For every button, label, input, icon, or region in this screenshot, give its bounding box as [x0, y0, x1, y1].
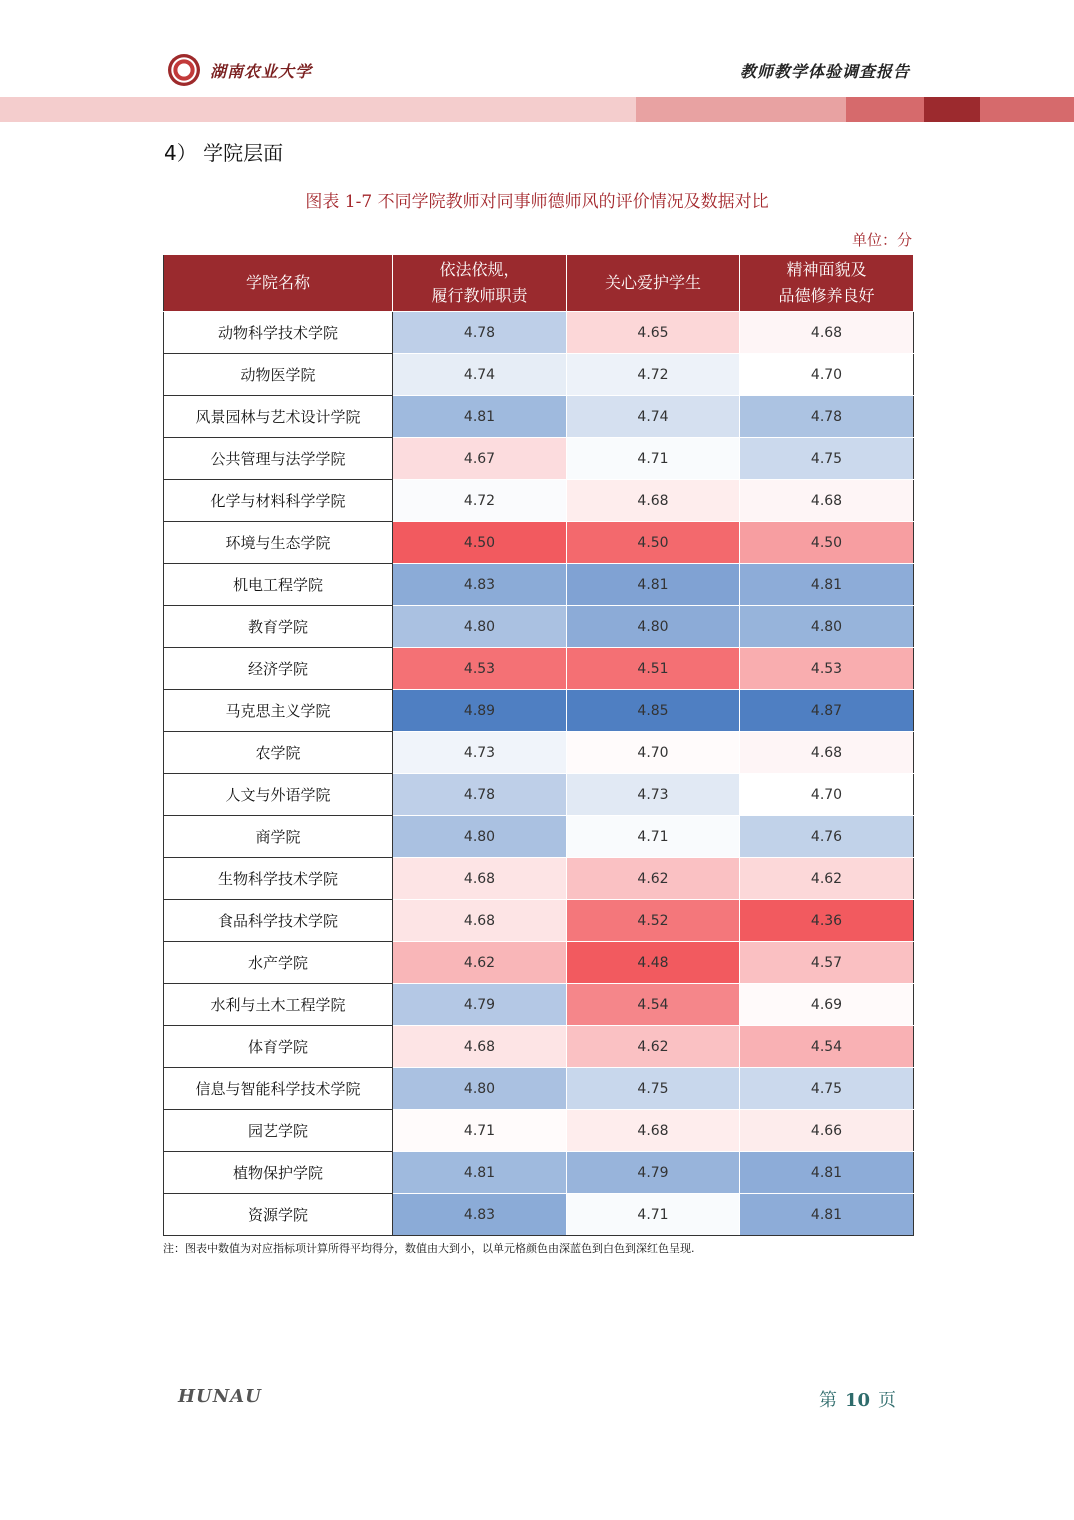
score-cell: 4.78 [393, 312, 567, 354]
college-name-cell: 化学与材料科学学院 [164, 480, 393, 522]
header-col-morality-line2: 品德修养良好 [778, 286, 875, 305]
score-cell: 4.50 [567, 522, 740, 564]
college-name-cell: 水产学院 [164, 942, 393, 984]
score-cell: 4.81 [567, 564, 740, 606]
score-cell: 4.78 [740, 396, 914, 438]
college-name-cell: 经济学院 [164, 648, 393, 690]
college-name-cell: 教育学院 [164, 606, 393, 648]
score-cell: 4.75 [740, 1068, 914, 1110]
score-cell: 4.80 [740, 606, 914, 648]
table-row [164, 690, 914, 732]
score-cell: 4.52 [567, 900, 740, 942]
score-cell: 4.71 [567, 1194, 740, 1236]
score-cell: 4.70 [740, 354, 914, 396]
table-row [164, 522, 914, 564]
college-name-cell: 风景园林与艺术设计学院 [164, 396, 393, 438]
score-cell: 4.72 [567, 354, 740, 396]
score-cell: 4.68 [393, 900, 567, 942]
college-name-cell: 公共管理与法学学院 [164, 438, 393, 480]
header-col-morality-line1: 精神面貌及 [786, 260, 867, 279]
score-cell: 4.79 [567, 1152, 740, 1194]
score-cell: 4.62 [393, 942, 567, 984]
table-header-row [164, 255, 914, 312]
table-row [164, 1026, 914, 1068]
header-college-name [164, 255, 393, 312]
header-col-care-text: 关心爱护学生 [604, 273, 701, 292]
score-cell: 4.80 [393, 1068, 567, 1110]
table-row [164, 648, 914, 690]
table-row [164, 606, 914, 648]
table-row [164, 1068, 914, 1110]
table-row [164, 312, 914, 354]
table-title: 图表 1-7 不同学院教师对同事师德师风的评价情况及数据对比 [305, 192, 769, 212]
score-cell: 4.66 [740, 1110, 914, 1152]
score-cell: 4.54 [740, 1026, 914, 1068]
table-row [164, 1152, 914, 1194]
table-row [164, 438, 914, 480]
college-name-cell: 马克思主义学院 [164, 690, 393, 732]
college-name-cell: 园艺学院 [164, 1110, 393, 1152]
score-cell: 4.65 [567, 312, 740, 354]
score-cell: 4.70 [740, 774, 914, 816]
table-row [164, 858, 914, 900]
header-col-duty [393, 255, 567, 312]
table-row [164, 564, 914, 606]
footer-logo: HUNAU [178, 1386, 262, 1407]
header-band-dark [924, 97, 980, 122]
score-cell: 4.68 [740, 312, 914, 354]
score-cell: 4.75 [567, 1068, 740, 1110]
table-row [164, 942, 914, 984]
table-row [164, 900, 914, 942]
college-name-cell: 人文与外语学院 [164, 774, 393, 816]
score-cell: 4.62 [740, 858, 914, 900]
score-cell: 4.85 [567, 690, 740, 732]
score-cell: 4.50 [393, 522, 567, 564]
college-name-cell: 生物科学技术学院 [164, 858, 393, 900]
header-college-name-text: 学院名称 [245, 273, 310, 292]
score-cell: 4.87 [740, 690, 914, 732]
page-number [819, 1386, 896, 1412]
score-cell: 4.73 [393, 732, 567, 774]
score-cell: 4.54 [567, 984, 740, 1026]
header-band-mid [636, 97, 846, 122]
score-cell: 4.83 [393, 564, 567, 606]
score-cell: 4.68 [567, 480, 740, 522]
header-col-morality [740, 255, 914, 312]
unit-label: 单位：分 [851, 231, 912, 249]
page-prefix: 第 [818, 1390, 837, 1411]
college-name-cell: 体育学院 [164, 1026, 393, 1068]
score-cell: 4.53 [393, 648, 567, 690]
score-cell: 4.71 [567, 816, 740, 858]
table-row [164, 774, 914, 816]
score-cell: 4.71 [393, 1110, 567, 1152]
table-row [164, 396, 914, 438]
table-row [164, 480, 914, 522]
score-cell: 4.68 [567, 1110, 740, 1152]
score-cell: 4.74 [393, 354, 567, 396]
score-cell: 4.71 [567, 438, 740, 480]
college-name-cell: 食品科学技术学院 [164, 900, 393, 942]
score-cell: 4.83 [393, 1194, 567, 1236]
score-cell: 4.72 [393, 480, 567, 522]
score-cell: 4.62 [567, 858, 740, 900]
college-name-cell: 农学院 [164, 732, 393, 774]
header-band-light [0, 97, 636, 122]
section-title: 4） 学院层面 [164, 141, 284, 165]
score-cell: 4.76 [740, 816, 914, 858]
college-name-cell: 动物科学技术学院 [164, 312, 393, 354]
table-row [164, 1110, 914, 1152]
score-cell: 4.79 [393, 984, 567, 1026]
score-cell: 4.68 [393, 858, 567, 900]
score-cell: 4.36 [740, 900, 914, 942]
university-name: 湖南农业大学 [210, 62, 313, 81]
page-suffix: 页 [878, 1390, 896, 1411]
score-cell: 4.73 [567, 774, 740, 816]
college-name-cell: 动物医学院 [164, 354, 393, 396]
score-cell: 4.81 [740, 1194, 914, 1236]
score-cell: 4.69 [740, 984, 914, 1026]
table-row [164, 354, 914, 396]
header-band-end [980, 97, 1074, 122]
college-name-cell: 信息与智能科学技术学院 [164, 1068, 393, 1110]
score-cell: 4.51 [567, 648, 740, 690]
page-number-value: 10 [844, 1390, 870, 1411]
report-name: 教师教学体验调查报告 [739, 62, 910, 81]
table-note: 注：图表中数值为对应指标项计算所得平均得分，数值由大到小，以单元格颜色由深蓝色到白色到深红色呈现. [163, 1242, 695, 1255]
college-name-cell: 机电工程学院 [164, 564, 393, 606]
score-cell: 4.70 [567, 732, 740, 774]
score-cell: 4.67 [393, 438, 567, 480]
score-cell: 4.81 [740, 564, 914, 606]
score-cell: 4.74 [567, 396, 740, 438]
score-cell: 4.48 [567, 942, 740, 984]
score-cell: 4.81 [393, 1152, 567, 1194]
score-cell: 4.81 [740, 1152, 914, 1194]
header-col-duty-line1: 依法依规， [439, 260, 520, 279]
header-col-care [567, 255, 740, 312]
header-band-strong [846, 97, 924, 122]
college-name-cell: 资源学院 [164, 1194, 393, 1236]
score-cell: 4.68 [740, 732, 914, 774]
score-cell: 4.62 [567, 1026, 740, 1068]
page-header [0, 0, 1074, 125]
score-cell: 4.80 [393, 606, 567, 648]
score-cell: 4.81 [393, 396, 567, 438]
college-name-cell: 商学院 [164, 816, 393, 858]
score-cell: 4.57 [740, 942, 914, 984]
score-cell: 4.80 [393, 816, 567, 858]
college-name-cell: 植物保护学院 [164, 1152, 393, 1194]
score-cell: 4.68 [740, 480, 914, 522]
score-cell: 4.78 [393, 774, 567, 816]
score-cell: 4.68 [393, 1026, 567, 1068]
university-seal-icon [168, 54, 200, 86]
score-cell: 4.53 [740, 648, 914, 690]
college-name-cell: 环境与生态学院 [164, 522, 393, 564]
score-cell: 4.75 [740, 438, 914, 480]
score-cell: 4.89 [393, 690, 567, 732]
table-row [164, 816, 914, 858]
table-row [164, 732, 914, 774]
college-name-cell: 水利与土木工程学院 [164, 984, 393, 1026]
score-cell: 4.50 [740, 522, 914, 564]
college-rating-table [163, 254, 914, 1236]
header-col-duty-line2: 履行教师职责 [431, 286, 528, 305]
table-row [164, 984, 914, 1026]
table-row [164, 1194, 914, 1236]
score-cell: 4.80 [567, 606, 740, 648]
